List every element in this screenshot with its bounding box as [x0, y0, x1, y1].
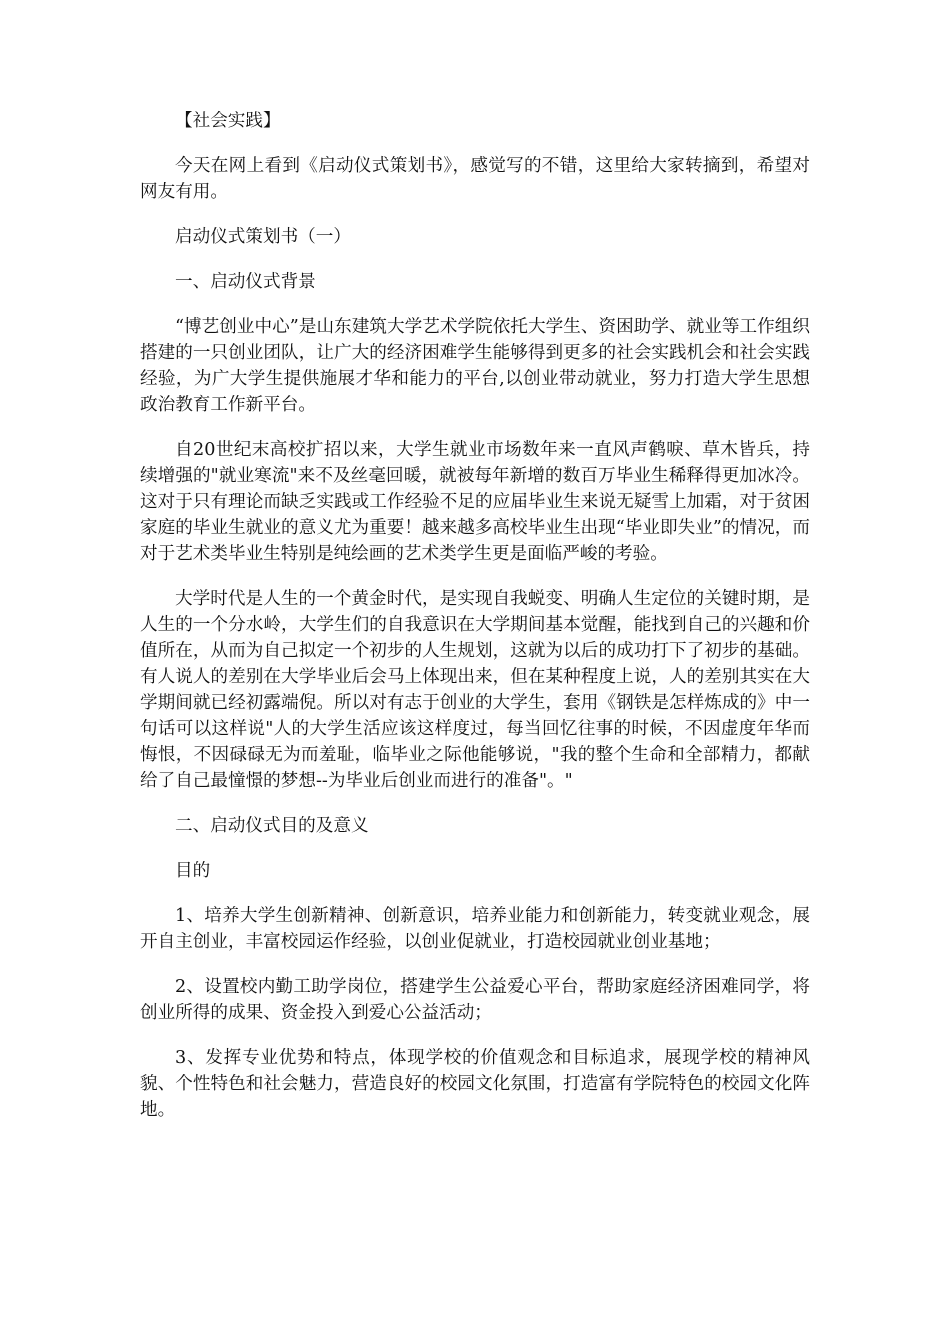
paragraph-employment: 自20世纪末高校扩招以来，大学生就业市场数年来一直风声鹤唳、草木皆兵，持续增强的"就业寒流"来不及丝毫回暖，就被每年新增的数百万毕业生稀释得更加冰冷。这对于只有理论而缺乏实践或工作经验不足的应届毕业生来说无疑雪上加霜，对于贫困家庭的毕业生就业的意义尤为重要！越来越多高校毕业生出现“毕业即失业”的情况，而对于艺术类毕业生特别是纯绘画的艺术类学生更是面临严峻的考验。	[140, 440, 810, 564]
list-item-2: 2、设置校内勤工助学岗位，搭建学生公益爱心平台，帮助家庭经济困难同学，将创业所得的成果、资金投入到爱心公益活动；	[140, 977, 810, 1023]
heading-purpose: 二、启动仪式目的及意义	[175, 816, 369, 836]
section-tag: 【社会实践】	[175, 111, 281, 131]
intro-paragraph: 今天在网上看到《启动仪式策划书》，感觉写的不错，这里给大家转摘到，希望对网友有用。	[140, 156, 810, 202]
heading-background: 一、启动仪式背景	[175, 272, 316, 292]
document-title: 启动仪式策划书（一）	[175, 227, 351, 247]
list-item-1: 1、培养大学生创新精神、创新意识，培养业能力和创新能力，转变就业观念，展开自主创业，丰富校园运作经验，以创业促就业，打造校园就业创业基地；	[140, 906, 810, 952]
paragraph-center-intro: “博艺创业中心”是山东建筑大学艺术学院依托大学生、资困助学、就业等工作组织搭建的一只创业团队，让广大的经济困难学生能够得到更多的社会实践机会和社会实践经验，为广大学生提供施展才华和能力的平台,以创业带动就业，努力打造大学生思想政治教育工作新平台。	[140, 317, 810, 415]
document-body	[140, 108, 810, 1142]
list-item-3: 3、发挥专业优势和特点，体现学校的价值观念和目标追求，展现学校的精神风貌、个性特色和社会魅力，营造良好的校园文化氛围，打造富有学院特色的校园文化阵地。	[140, 1048, 810, 1120]
subheading-goal: 目的	[175, 861, 211, 881]
paragraph-college-years: 大学时代是人生的一个黄金时代，是实现自我蜕变、明确人生定位的关键时期，是人生的一个分水岭，大学生们的自我意识在大学期间基本觉醒，能找到自己的兴趣和价值所在，从而为自己拟定一个初步的人生规划，这就为以后的成功打下了初步的基础。有人说人的差别在大学毕业后会马上体现出来，但在某种程度上说，人的差别其实在大学期间就已经初露端倪。所以对有志于创业的大学生，套用《钢铁是怎样炼成的》中一句话可以这样说"人的大学生活应该这样度过，每当回忆往事的时候，不因虚度年华而悔恨，不因碌碌无为而羞耻，临毕业之际他能够说，"我的整个生命和全部精力，都献给了自己最憧憬的梦想--为毕业后创业而进行的准备"。"	[140, 589, 810, 791]
